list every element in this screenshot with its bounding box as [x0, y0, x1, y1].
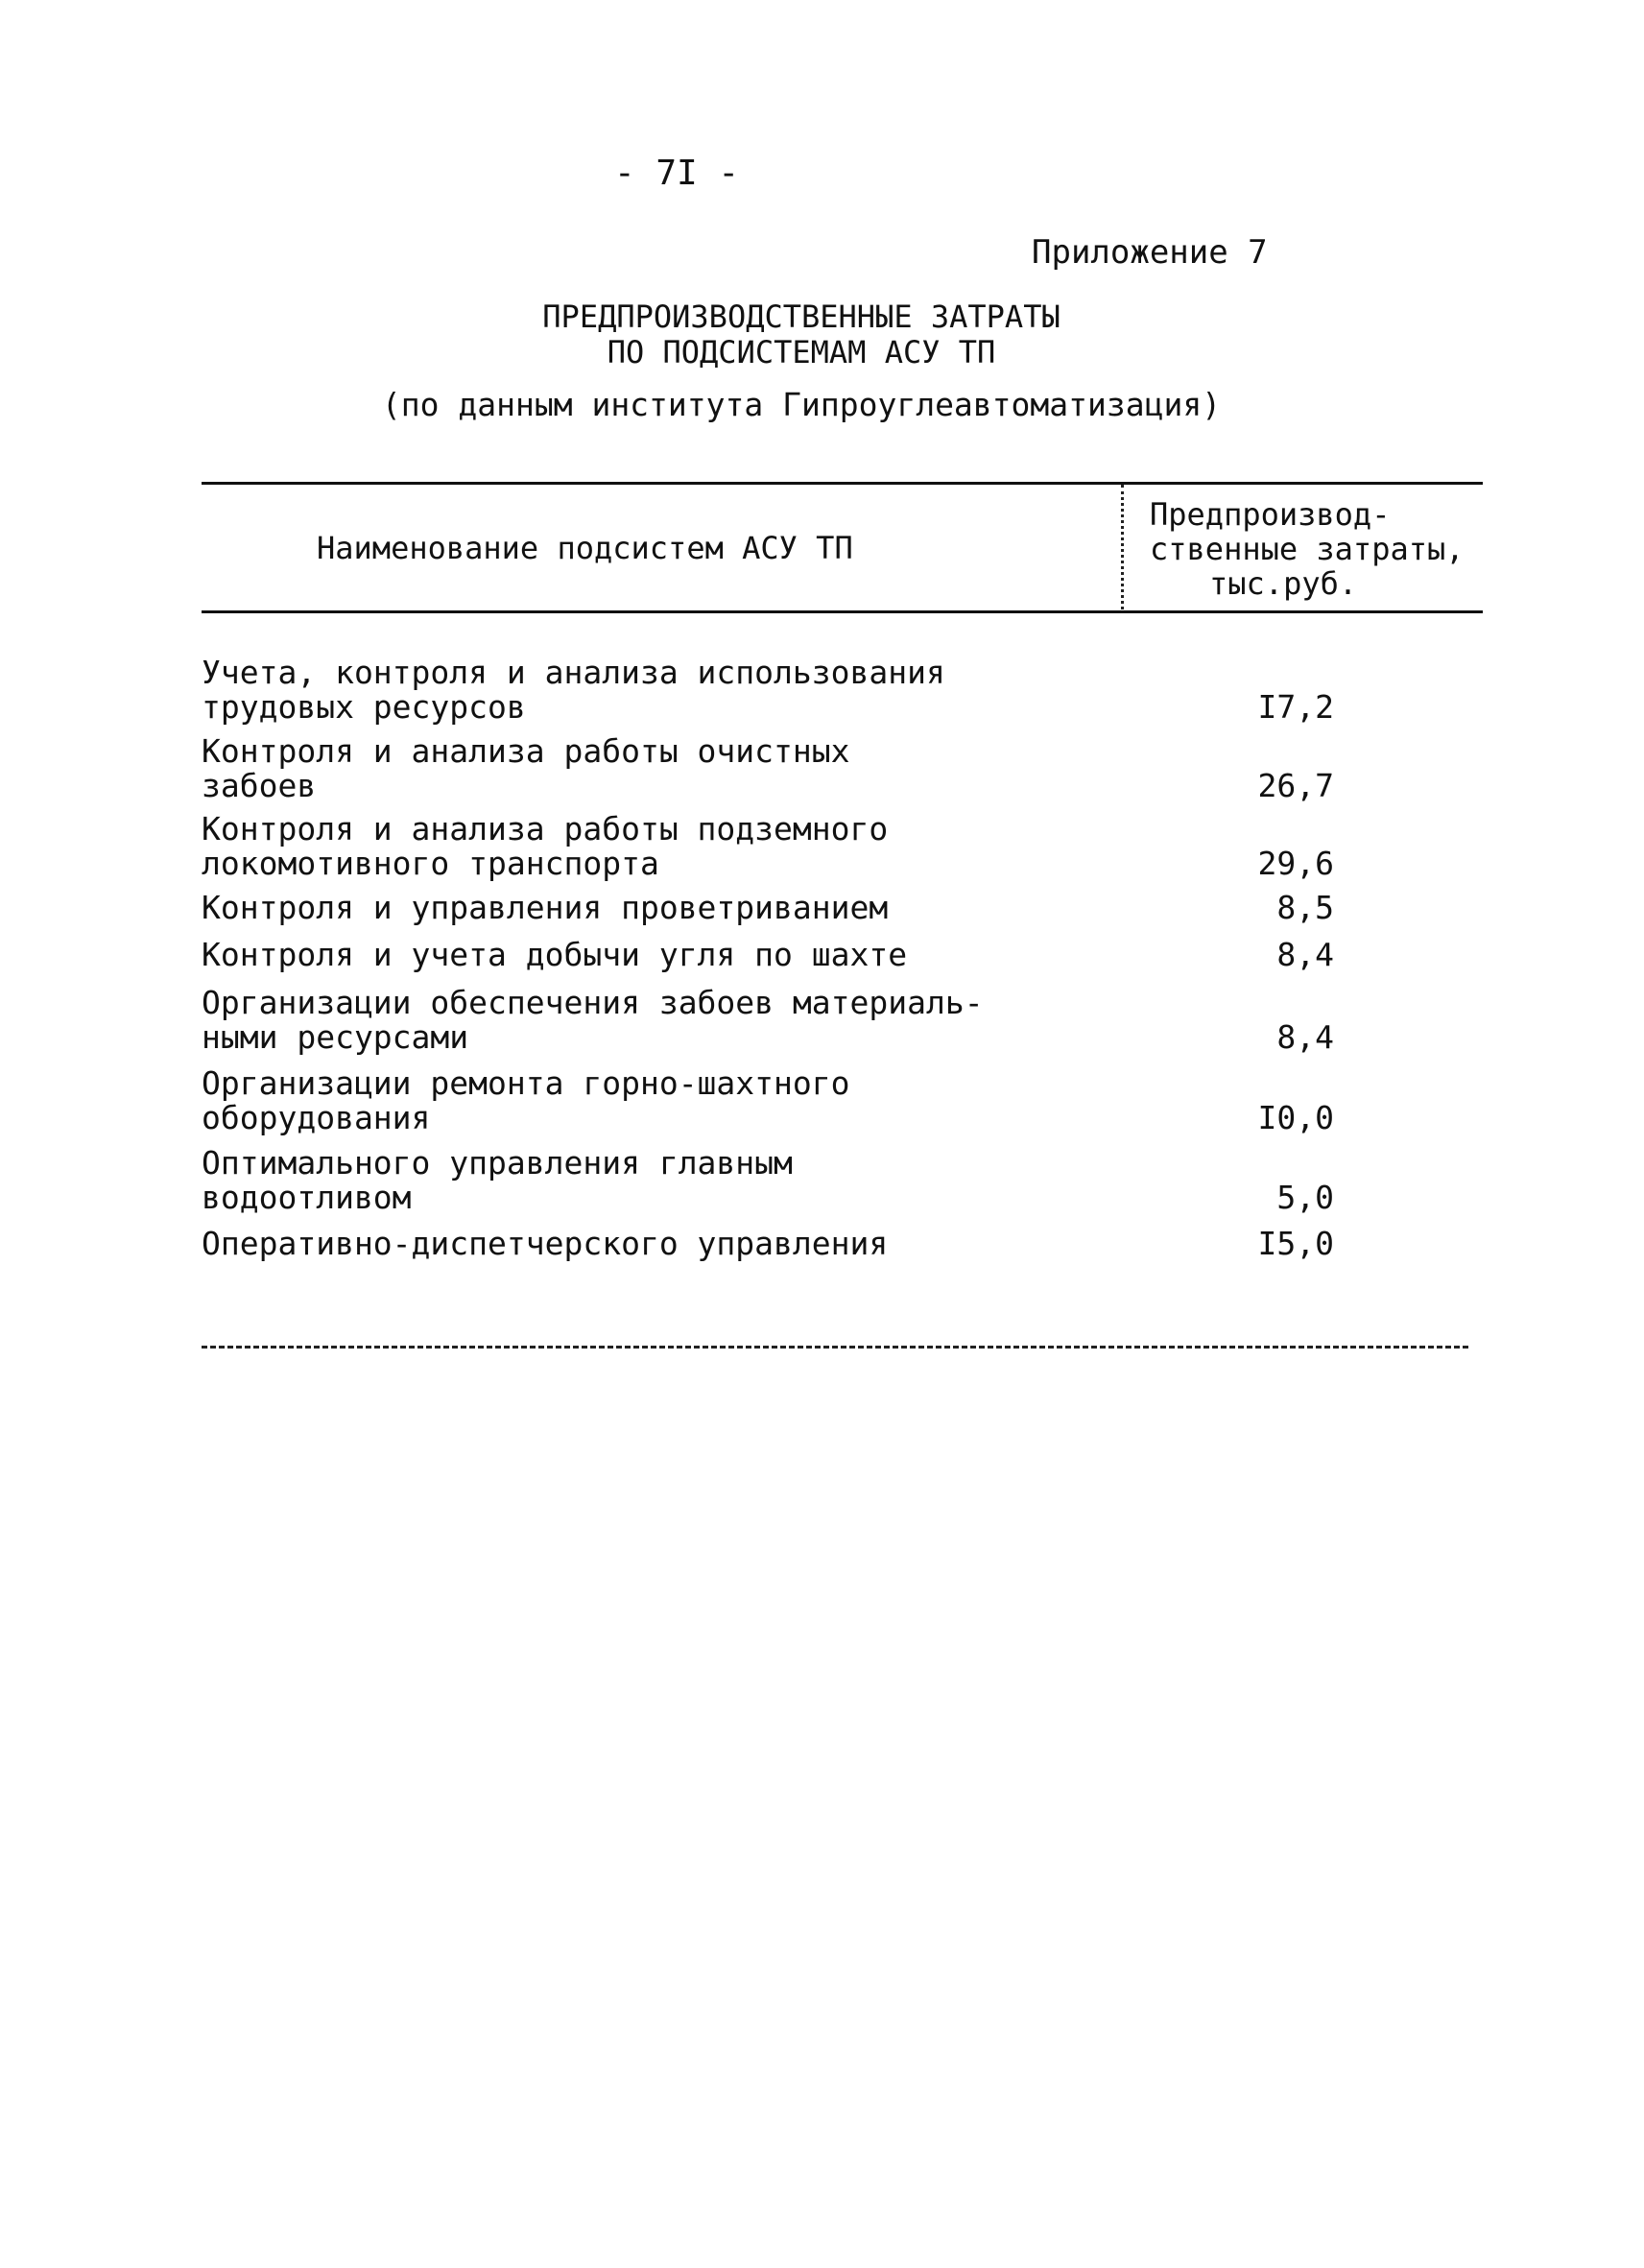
row-name: Оптимального управления главным водоотливом	[202, 1144, 793, 1216]
row-value: I0,0	[1257, 1099, 1334, 1136]
row-name: Организации ремонта горно-шахтного оборудования	[202, 1064, 850, 1136]
row-value: I5,0	[1257, 1225, 1334, 1262]
table-column-divider	[1121, 485, 1124, 609]
row-value: 8,5	[1276, 889, 1334, 926]
document-subtitle: (по данным института Гипроуглеавтоматизация)	[381, 386, 1222, 423]
appendix-label: Приложение 7	[1032, 233, 1268, 272]
table-row	[202, 938, 1483, 972]
table-header-cost-line: ственные затраты,	[1150, 531, 1465, 567]
table-top-rule	[202, 482, 1483, 485]
row-value: 8,4	[1276, 936, 1334, 973]
row-name: Оперативно-диспетчерского управления	[202, 1225, 889, 1262]
table-row	[202, 812, 1483, 881]
table-row	[202, 1066, 1483, 1135]
table-header-cost	[1150, 497, 1495, 601]
table-row	[202, 1227, 1483, 1261]
row-name: Организации обеспечения забоев материаль- ными ресурсами	[202, 984, 984, 1056]
row-value: 29,6	[1257, 845, 1334, 882]
table-header-cost-line: Предпроизвод-	[1150, 496, 1391, 533]
table-row	[202, 891, 1483, 925]
table-row	[202, 734, 1483, 803]
row-name: Контроля и анализа работы подземного локомотивного транспорта	[202, 810, 889, 882]
table-header-rule	[202, 610, 1483, 613]
row-value: 5,0	[1276, 1179, 1334, 1216]
row-name: Контроля и учета добычи угля по шахте	[202, 936, 908, 973]
table-header-name: Наименование подсистем АСУ ТП	[317, 530, 853, 566]
row-name: Контроля и управления проветриванием	[202, 889, 889, 926]
row-value: 8,4	[1276, 1018, 1334, 1056]
document-title-line-1: ПРЕДПРОИЗВОДСТВЕННЫЕ ЗАТРАТЫ	[542, 298, 1060, 335]
row-name: Учета, контроля и анализа использования трудовых ресурсов	[202, 654, 945, 726]
row-value: I7,2	[1257, 688, 1334, 726]
table-header-cost-line: тыс.руб.	[1209, 565, 1358, 602]
document-title-line-2: ПО ПОДСИСТЕМАМ АСУ ТП	[607, 334, 996, 370]
row-name: Контроля и анализа работы очистных забоев	[202, 732, 850, 804]
table-row	[202, 1146, 1483, 1215]
table-row	[202, 656, 1483, 725]
row-value: 26,7	[1257, 767, 1334, 804]
table-end-dashed-line	[202, 1346, 1468, 1349]
page-number: - 7I -	[614, 154, 740, 193]
table-row	[202, 986, 1483, 1055]
